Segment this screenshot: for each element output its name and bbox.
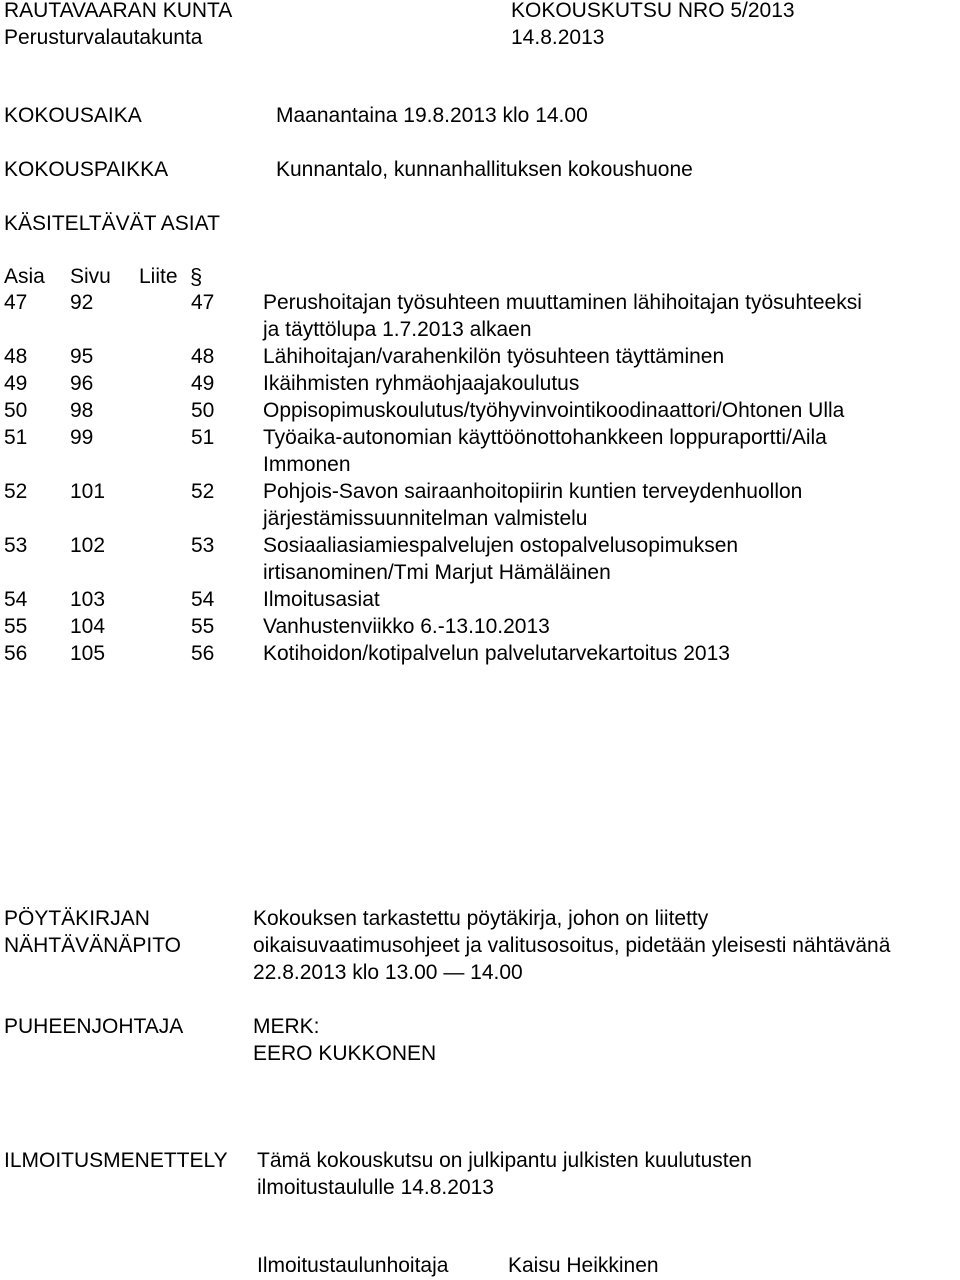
row-sivu: 104 <box>70 615 106 638</box>
row-asia: 56 <box>4 642 28 665</box>
row-title: Perushoitajan työsuhteen muuttaminen lähihoitajan työsuhteeksi <box>263 291 862 314</box>
chair-sign-label: MERK: <box>253 1015 320 1038</box>
org-name: RAUTAVAARAN KUNTA <box>4 0 233 22</box>
row-title-cont: irtisanominen/Tmi Marjut Hämäläinen <box>263 561 611 584</box>
doc-number: KOKOUSKUTSU NRO 5/2013 <box>511 0 795 22</box>
board-keeper-label: Ilmoitustaulunhoitaja <box>257 1254 449 1277</box>
meeting-time-label: KOKOUSAIKA <box>4 104 142 127</box>
row-asia: 47 <box>4 291 28 314</box>
committee-name: Perusturvalautakunta <box>4 26 203 49</box>
row-title: Kotihoidon/kotipalvelun palvelutarvekartoitus 2013 <box>263 642 730 665</box>
row-sivu: 101 <box>70 480 106 503</box>
row-liite: 48 <box>191 345 215 368</box>
row-asia: 52 <box>4 480 28 503</box>
row-asia: 48 <box>4 345 28 368</box>
meeting-time-value: Maanantaina 19.8.2013 klo 14.00 <box>276 104 588 127</box>
meeting-place-label: KOKOUSPAIKKA <box>4 158 169 181</box>
row-title: Sosiaaliasiamiespalvelujen ostopalvelusopimuksen <box>263 534 739 557</box>
row-sivu: 96 <box>70 372 94 395</box>
col-header-section: § <box>190 264 203 289</box>
row-asia: 51 <box>4 426 28 449</box>
chair-name: EERO KUKKONEN <box>253 1042 437 1065</box>
col-header-asia: Asia <box>4 265 45 288</box>
row-liite: 49 <box>191 372 215 395</box>
row-liite: 55 <box>191 615 215 638</box>
row-liite: 53 <box>191 534 215 557</box>
col-header-liite: Liite <box>139 265 178 288</box>
notice-text-line1: Tämä kokouskutsu on julkipantu julkisten kuulutusten <box>257 1149 752 1172</box>
row-asia: 53 <box>4 534 28 557</box>
row-asia: 50 <box>4 399 28 422</box>
row-sivu: 98 <box>70 399 94 422</box>
row-sivu: 103 <box>70 588 106 611</box>
row-liite: 50 <box>191 399 215 422</box>
meeting-place-value: Kunnantalo, kunnanhallituksen kokoushuone <box>276 158 693 181</box>
row-title: Pohjois-Savon sairaanhoitopiirin kuntien terveydenhuollon <box>263 480 803 503</box>
row-title: Vanhustenviikko 6.-13.10.2013 <box>263 615 550 638</box>
row-title: Työaika-autonomian käyttöönottohankkeen loppuraportti/Aila <box>263 426 827 449</box>
row-liite: 52 <box>191 480 215 503</box>
agenda-title: KÄSITELTÄVÄT ASIAT <box>4 212 220 235</box>
row-asia: 54 <box>4 588 28 611</box>
row-title-cont: järjestämissuunnitelman valmistelu <box>263 507 588 530</box>
minutes-label-line1: PÖYTÄKIRJAN <box>4 907 150 930</box>
chair-label: PUHEENJOHTAJA <box>4 1015 184 1038</box>
row-asia: 49 <box>4 372 28 395</box>
row-sivu: 102 <box>70 534 106 557</box>
row-title-cont: Immonen <box>263 453 351 476</box>
notice-text-line2: ilmoitustaululle 14.8.2013 <box>257 1176 494 1199</box>
minutes-label-line2: NÄHTÄVÄNÄPITO <box>4 934 181 957</box>
row-liite: 54 <box>191 588 215 611</box>
row-liite: 51 <box>191 426 215 449</box>
row-sivu: 92 <box>70 291 94 314</box>
row-liite: 56 <box>191 642 215 665</box>
row-title: Ilmoitusasiat <box>263 588 380 611</box>
row-sivu: 95 <box>70 345 94 368</box>
board-keeper-name: Kaisu Heikkinen <box>508 1254 659 1277</box>
row-sivu: 99 <box>70 426 94 449</box>
notice-label: ILMOITUSMENETTELY <box>4 1149 228 1172</box>
col-header-sivu: Sivu <box>70 265 111 288</box>
minutes-text-line1: Kokouksen tarkastettu pöytäkirja, johon on liitetty <box>253 907 709 930</box>
row-sivu: 105 <box>70 642 106 665</box>
row-title: Ikäihmisten ryhmäohjaajakoulutus <box>263 372 580 395</box>
row-title: Oppisopimuskoulutus/työhyvinvointikoodinaattori/Ohtonen Ulla <box>263 399 845 422</box>
row-asia: 55 <box>4 615 28 638</box>
minutes-text-line2: oikaisuvaatimusohjeet ja valitusosoitus, pidetään yleisesti nähtävänä <box>253 934 891 957</box>
row-liite: 47 <box>191 291 215 314</box>
minutes-text-line3: 22.8.2013 klo 13.00 — 14.00 <box>253 961 523 984</box>
header-date: 14.8.2013 <box>511 26 605 49</box>
row-title: Lähihoitajan/varahenkilön työsuhteen täyttäminen <box>263 345 725 368</box>
row-title-cont: ja täyttölupa 1.7.2013 alkaen <box>263 318 532 341</box>
